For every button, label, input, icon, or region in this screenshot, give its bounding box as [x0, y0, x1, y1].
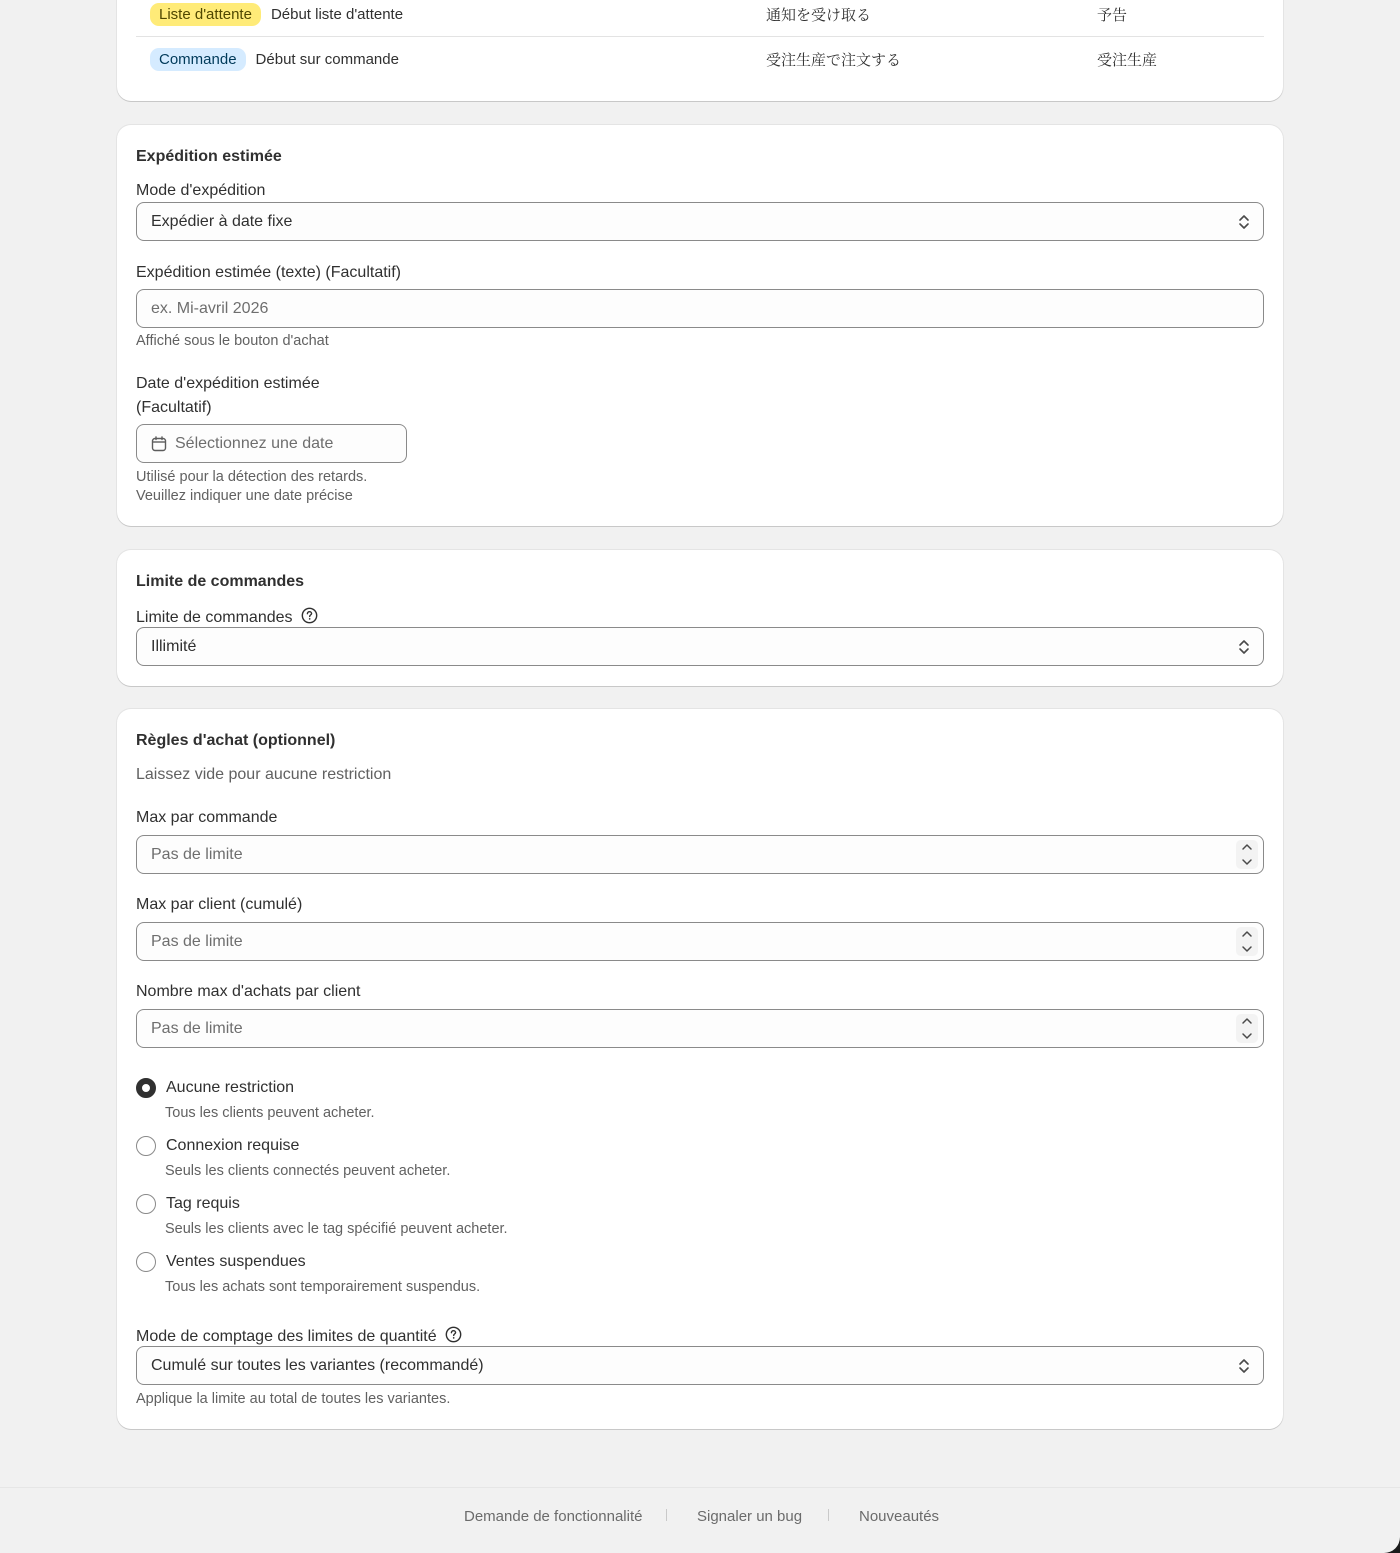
- select-chevrons-icon: [1237, 213, 1251, 231]
- card-title: Expédition estimée: [136, 148, 282, 165]
- waitlist-badge: Liste d'attente: [150, 3, 261, 26]
- max-per-customer-label: Max par client (cumulé): [136, 896, 303, 913]
- whats-new-link[interactable]: Nouveautés: [859, 1508, 940, 1525]
- radio-no-restriction[interactable]: [136, 1078, 294, 1098]
- shipping-text-help: Affiché sous le bouton d'achat: [136, 333, 329, 349]
- radio-login-required[interactable]: [136, 1136, 299, 1156]
- stepper-chevrons-icon: [1236, 1014, 1258, 1043]
- radio-label: Ventes suspendues: [166, 1253, 306, 1270]
- status-description: Début liste d'attente: [270, 5, 404, 23]
- radio-button[interactable]: [136, 1136, 156, 1156]
- stepper-chevrons-icon: [1236, 927, 1258, 956]
- question-circle-icon[interactable]: [301, 607, 318, 624]
- order-limit-label-text: Limite de commandes: [136, 609, 293, 626]
- order-limit-select[interactable]: [136, 627, 1264, 666]
- feature-request-link[interactable]: Demande de fonctionnalité: [464, 1508, 643, 1525]
- number-stepper[interactable]: [1236, 927, 1258, 956]
- status-label-text: 予告: [1097, 6, 1128, 24]
- card-subtitle: Laissez vide pour aucune restriction: [136, 766, 392, 783]
- select-chevrons-icon: [1237, 1357, 1251, 1375]
- radio-help: Seuls les clients connectés peuvent acheter.: [165, 1163, 451, 1179]
- card-title: Règles d'achat (optionnel): [136, 732, 336, 749]
- count-mode-label-text: Mode de comptage des limites de quantité: [136, 1328, 437, 1345]
- status-row-preorder: [136, 37, 1264, 82]
- max-per-order-label: Max par commande: [136, 809, 278, 826]
- radio-help: Tous les achats sont temporairement suspendus.: [165, 1279, 481, 1295]
- footer-separator: [666, 1509, 667, 1521]
- preorder-badge: Commande: [150, 48, 246, 71]
- count-mode-value: Cumulé sur toutes les variantes (recommandé): [151, 1356, 484, 1374]
- radio-help: Tous les clients peuvent acheter.: [165, 1105, 375, 1121]
- purchase-rules-card: [117, 709, 1283, 1429]
- shipping-date-placeholder: Sélectionnez une date: [175, 434, 334, 452]
- status-button-text: 通知を受け取る: [766, 6, 872, 24]
- select-chevrons-icon: [1237, 638, 1251, 656]
- card-title: Limite de commandes: [136, 573, 305, 590]
- shipping-text-label: Expédition estimée (texte) (Facultatif): [136, 264, 401, 281]
- radio-sales-suspended[interactable]: [136, 1252, 306, 1272]
- stepper-chevrons-icon: [1236, 840, 1258, 869]
- count-mode-help: Applique la limite au total de toutes les variantes.: [136, 1391, 451, 1407]
- shipping-mode-select[interactable]: [136, 202, 1264, 241]
- status-card: [117, 0, 1283, 101]
- status-row-waitlist: [136, 0, 1264, 37]
- shipping-date-label-optional: (Facultatif): [136, 399, 212, 416]
- count-mode-select[interactable]: [136, 1346, 1264, 1385]
- shipping-text-input[interactable]: [136, 289, 1264, 328]
- max-per-customer-placeholder: Pas de limite: [151, 932, 243, 950]
- order-limit-value: Illimité: [151, 637, 197, 655]
- calendar-icon: [151, 436, 167, 452]
- radio-help: Seuls les clients avec le tag spécifié peuvent acheter.: [165, 1221, 508, 1237]
- status-label-text: 受注生産: [1097, 52, 1158, 69]
- max-per-order-placeholder: Pas de limite: [151, 845, 243, 863]
- shipping-date-help-2: Veuillez indiquer une date précise: [136, 488, 353, 504]
- order-limit-label: [136, 607, 318, 627]
- order-limit-card: [117, 550, 1283, 686]
- status-description: Début sur commande: [255, 51, 399, 68]
- estimated-shipping-card: [117, 125, 1283, 526]
- max-per-customer-input[interactable]: [136, 922, 1264, 961]
- radio-label: Connexion requise: [166, 1137, 300, 1154]
- max-per-order-input[interactable]: [136, 835, 1264, 874]
- radio-button[interactable]: [136, 1078, 156, 1098]
- footer-separator: [828, 1509, 829, 1521]
- question-circle-icon[interactable]: [445, 1326, 462, 1343]
- radio-button[interactable]: [136, 1252, 156, 1272]
- max-purchases-input[interactable]: [136, 1009, 1264, 1048]
- max-purchases-placeholder: Pas de limite: [151, 1019, 243, 1037]
- window-corner: [1384, 1537, 1400, 1553]
- shipping-date-picker[interactable]: [136, 424, 407, 463]
- number-stepper[interactable]: [1236, 840, 1258, 869]
- radio-button[interactable]: [136, 1194, 156, 1214]
- radio-tag-required[interactable]: [136, 1194, 240, 1214]
- shipping-date-label: Date d'expédition estimée: [136, 375, 320, 392]
- radio-label: Tag requis: [166, 1195, 240, 1212]
- footer: [0, 1487, 1400, 1553]
- shipping-text-placeholder: ex. Mi-avril 2026: [151, 299, 269, 317]
- shipping-mode-label: Mode d'expédition: [136, 182, 266, 199]
- number-stepper[interactable]: [1236, 1014, 1258, 1043]
- count-mode-label: [136, 1326, 462, 1346]
- report-bug-link[interactable]: Signaler un bug: [697, 1508, 803, 1525]
- status-button-text: 受注生産で注文する: [766, 52, 902, 69]
- shipping-date-help-1: Utilisé pour la détection des retards.: [136, 469, 368, 485]
- shipping-mode-value: Expédier à date fixe: [151, 212, 293, 230]
- radio-label: Aucune restriction: [166, 1079, 295, 1096]
- max-purchases-label: Nombre max d'achats par client: [136, 983, 361, 1000]
